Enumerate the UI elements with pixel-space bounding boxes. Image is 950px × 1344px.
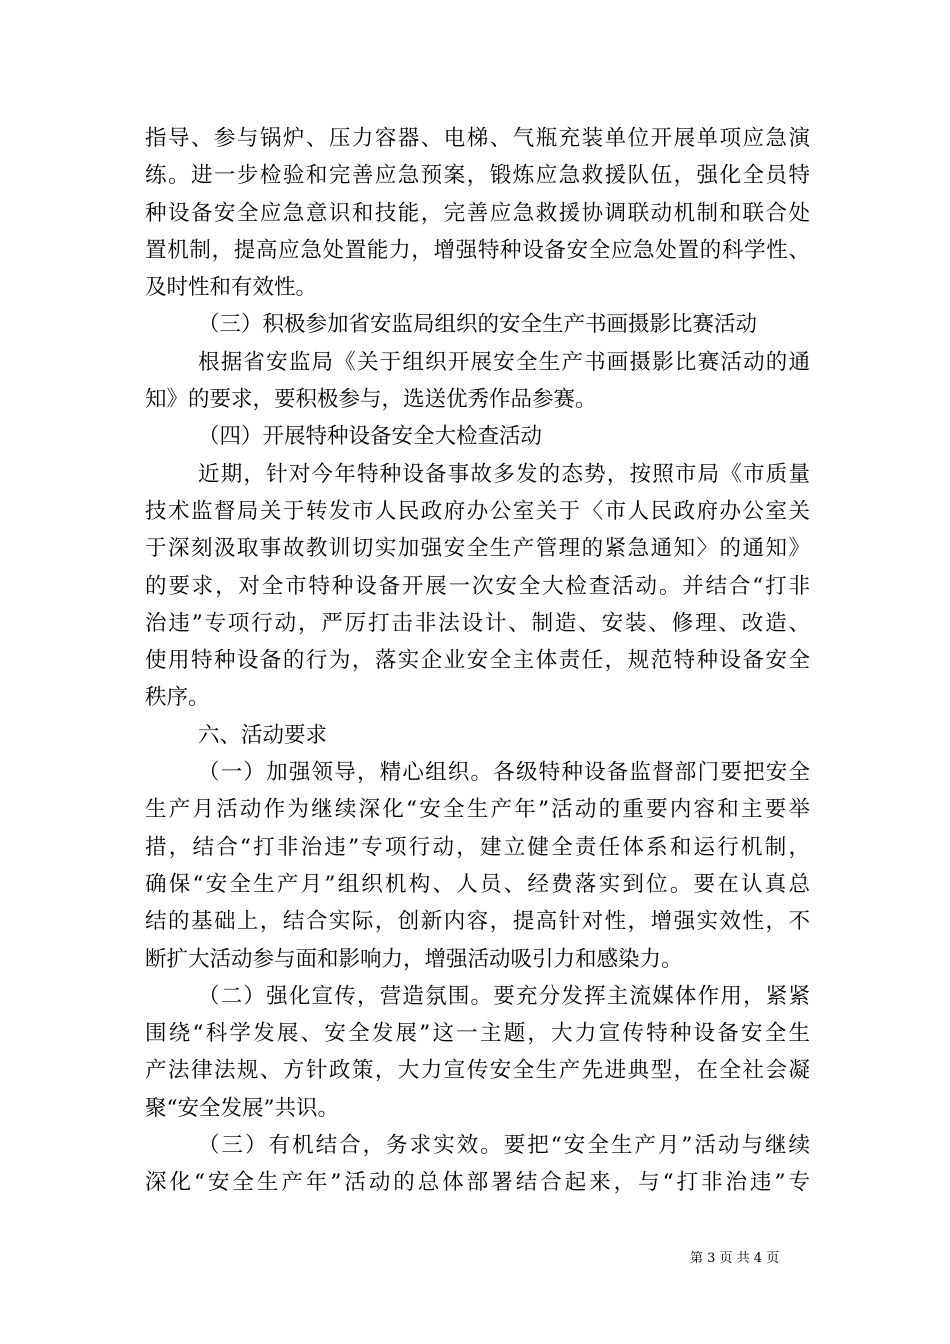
text-line: 知》的要求，要积极参与，选送优秀作品参赛。 xyxy=(145,387,597,413)
document-body xyxy=(145,120,810,1202)
text-line: 近期，针对今年特种设备事故多发的态势，按照市局《市质量 xyxy=(198,461,810,487)
text-line: 置机制，提高应急处置能力，增强特种设备安全应急处置的科学性、 xyxy=(145,237,810,263)
text-line: 确保“安全生产月”组织机构、人员、经费落实到位。要在认真总 xyxy=(145,871,810,897)
text-line: 的要求，对全市特种设备开展一次安全大检查活动。并结合“打非 xyxy=(145,573,810,599)
text-line: （一）加强领导，精心组织。各级特种设备监督部门要把安全 xyxy=(198,760,810,786)
text-line: 使用特种设备的行为，落实企业安全主体责任，规范特种设备安全 xyxy=(145,648,810,674)
text-line: 断扩大活动参与面和影响力，增强活动吸引力和感染力。 xyxy=(145,946,683,972)
text-line: 于深刻汲取事故教训切实加强安全生产管理的紧急通知〉的通知》 xyxy=(145,536,810,562)
text-line: 种设备安全应急意识和技能，完善应急救援协调联动机制和联合处 xyxy=(145,200,810,226)
text-line: 产法律法规、方针政策，大力宣传安全生产先进典型，在全社会凝 xyxy=(145,1058,810,1084)
text-line: （三）积极参加省安监局组织的安全生产书画摄影比赛活动 xyxy=(198,312,758,338)
text-line: （三）有机结合，务求实效。要把“安全生产月”活动与继续 xyxy=(198,1133,810,1159)
text-line: 深化“安全生产年”活动的总体部署结合起来，与“打非治违”专 xyxy=(145,1170,810,1196)
text-line: 围绕“科学发展、安全发展”这一主题，大力宣传特种设备安全生 xyxy=(145,1021,810,1047)
text-line: 六、活动要求 xyxy=(198,722,328,748)
text-line: 生产月活动作为继续深化“安全生产年”活动的重要内容和主要举 xyxy=(145,797,810,823)
text-line: 聚“安全发展”共识。 xyxy=(145,1095,339,1121)
text-line: 技术监督局关于转发市人民政府办公室关于〈市人民政府办公室关 xyxy=(145,498,810,524)
text-line: 指导、参与锅炉、压力容器、电梯、气瓶充装单位开展单项应急演 xyxy=(145,126,810,151)
text-line: 及时性和有效性。 xyxy=(145,275,318,301)
text-line: 秩序。 xyxy=(145,685,210,711)
text-line: （四）开展特种设备安全大检查活动 xyxy=(198,424,543,450)
text-line: 治违”专项行动，严厉打击非法设计、制造、安装、修理、改造、 xyxy=(145,610,810,636)
text-line: 根据省安监局《关于组织开展安全生产书画摄影比赛活动的通 xyxy=(198,349,810,375)
page-number-footer: 第 3 页 共 4 页 xyxy=(690,1251,780,1266)
text-line: 练。进一步检验和完善应急预案，锻炼应急救援队伍，强化全员特 xyxy=(145,163,810,189)
text-line: 措，结合“打非治违”专项行动，建立健全责任体系和运行机制， xyxy=(145,834,810,860)
text-line: 结的基础上，结合实际，创新内容，提高针对性，增强实效性，不 xyxy=(145,909,810,935)
text-line: （二）强化宣传，营造氛围。要充分发挥主流媒体作用，紧紧 xyxy=(198,983,810,1009)
